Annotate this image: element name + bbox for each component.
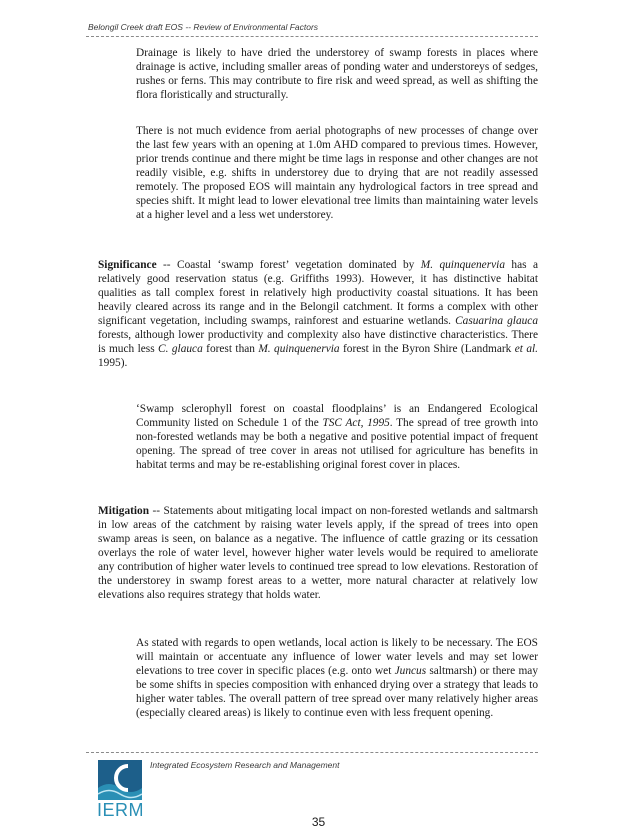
header-rule xyxy=(86,36,538,37)
footer-organisation: Integrated Ecosystem Research and Management xyxy=(150,760,340,770)
footer-rule xyxy=(86,752,538,753)
mitigation-heading: Mitigation xyxy=(98,505,150,517)
ierm-logo-icon xyxy=(98,760,142,800)
significance-heading: Significance xyxy=(98,259,157,271)
paragraph-significance: Significance -- Coastal ‘swamp forest’ vegetation dominated by M. quinquenervia has a relatively good reservation status (e.g. Griffiths 1993). However, it has distinctive habitat qualities as tall complex forest in relatively high productivity coastal situations. It has been heavily cleared across its range and in the Belongil catchment. It forms a complex with other significant vegetation, including swamps, rainforest and estuarine wetlands. Casuarina glauca forests, although lower productivity and complexity also have distinctive characteristics. There is much less C. glauca forest than M. quinquenervia forest in the Byron Shire (Landmark et al. 1995). xyxy=(98,259,539,369)
paragraph-mitigation: Mitigation -- Statements about mitigating local impact on non-forested wetlands and saltmarsh in low areas of the catchment by raising water levels apply, if the spread of trees into open swamp areas is seen, on balance as a negative. The influence of cattle grazing or its cessation overlays the role of water level, however higher water levels would be required to ameliorate any contribution of higher water levels to continued tree spread to low elevations. Restoration of the understorey in swamp forest areas to a wetter, more natural character at relatively low elevations also requires strategy that holds water. xyxy=(98,505,538,601)
paragraph-aerial-evidence: There is not much evidence from aerial photographs of new processes of change over the last few years with an opening at 1.0m AHD compared to previous times. However, prior trends continue and there might be time lags in response and other changes are not readily visible, e.g. shifts in understorey due to drying that are not readily assessed remotely. The proposed EOS will maintain any hydrological factors in tree spread and species shift. It might lead to lower elevational tree limits than maintaining water levels at a higher level and a less wet understorey. xyxy=(136,125,538,221)
page-number: 35 xyxy=(311,815,326,829)
paragraph-endangered-community: ‘Swamp sclerophyll forest on coastal floodplains’ is an Endangered Ecological Community listed on Schedule 1 of the TSC Act, 1995. The spread of tree growth into non-forested wetlands may be both a negative and positive potential impact of frequent opening. The spread of tree cover in areas not utilised for agriculture has benefits in habitat terms and may be re-establishing original forest cover in places. xyxy=(136,403,538,471)
paragraph-local-action: As stated with regards to open wetlands, local action is likely to be necessary. The EOS will maintain or accentuate any influence of lower water levels and may set lower elevations to tree cover in specific places (e.g. onto wet Juncus saltmarsh) or there may be some shifts in species composition with enhanced drying over a strategy that leads to higher water tables. The overall pattern of tree spread over many relatively higher areas (especially cleared areas) is likely to continue even with less frequent opening. xyxy=(136,637,538,719)
paragraph-drainage: Drainage is likely to have dried the understorey of swamp forests in places where drainage is active, including smaller areas of ponding water and understoreys of sedges, rushes or ferns. This may contribute to fire risk and weed spread, as well as shifting the flora floristically and structurally. xyxy=(136,47,538,101)
running-header: Belongil Creek draft EOS -- Review of Environmental Factors xyxy=(88,22,319,32)
logo-wordmark: IERM xyxy=(97,800,144,820)
